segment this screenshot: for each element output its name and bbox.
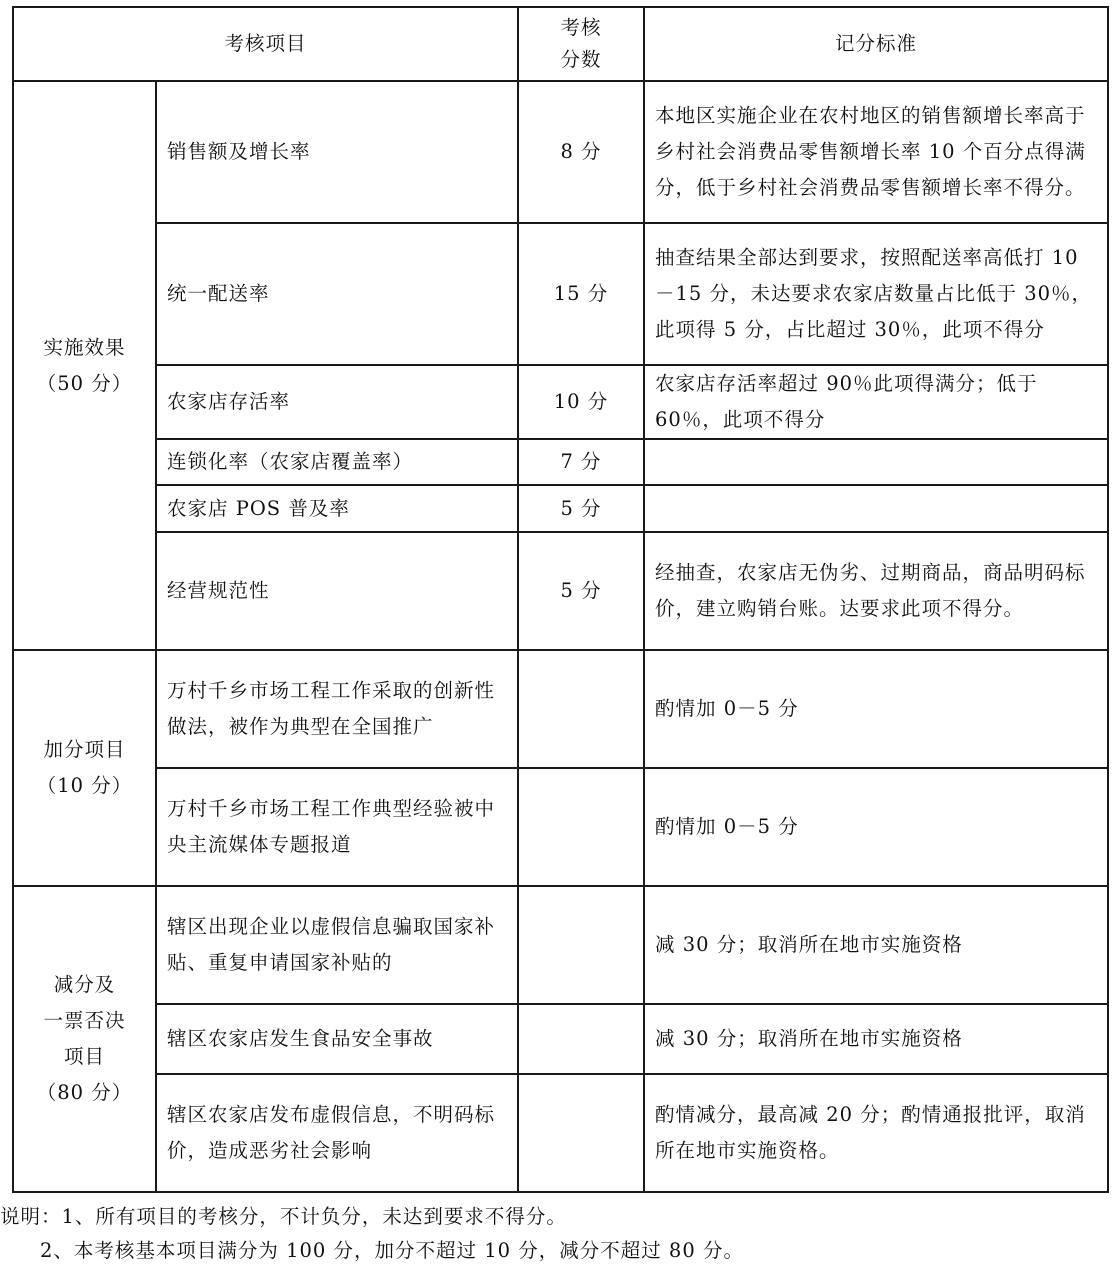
criteria-cell — [644, 439, 1108, 485]
group-label-deduction: 减分及 一票否决 项目 （80 分） — [13, 886, 156, 1192]
group-label-bonus: 加分项目 （10 分） — [13, 650, 156, 886]
score-cell — [518, 768, 644, 886]
group-label-effect: 实施效果 （50 分） — [13, 81, 156, 650]
item-cell: 经营规范性 — [156, 532, 518, 650]
item-cell: 万村千乡市场工程工作采取的创新性做法，被作为典型在全国推广 — [156, 650, 518, 768]
score-cell — [518, 650, 644, 768]
score-cell: 15 分 — [518, 223, 644, 365]
item-cell: 农家店存活率 — [156, 365, 518, 439]
header-criteria: 记分标准 — [644, 7, 1108, 81]
score-cell: 7 分 — [518, 439, 644, 485]
header-row — [13, 7, 1108, 81]
table-row — [13, 886, 1108, 1004]
note-line-2: 2、本考核基本项目满分为 100 分，加分不超过 10 分，减分不超过 80 分。 — [40, 1239, 744, 1262]
score-cell — [518, 1004, 644, 1074]
table-row — [13, 1004, 1108, 1074]
score-cell: 10 分 — [518, 365, 644, 439]
item-cell: 辖区农家店发布虚假信息，不明码标价，造成恶劣社会影响 — [156, 1074, 518, 1192]
item-cell: 农家店 POS 普及率 — [156, 485, 518, 532]
criteria-cell: 酌情减分，最高减 20 分；酌情通报批评，取消所在地市实施资格。 — [644, 1074, 1108, 1192]
criteria-cell: 减 30 分；取消所在地市实施资格 — [644, 886, 1108, 1004]
table-row — [13, 532, 1108, 650]
table-row — [13, 1074, 1108, 1192]
note-line-1: 说明：1、所有项目的考核分，不计负分，未达到要求不得分。 — [0, 1205, 567, 1228]
score-cell: 8 分 — [518, 81, 644, 223]
criteria-cell: 本地区实施企业在农村地区的销售额增长率高于乡村社会消费品零售额增长率 10 个百分点得满分，低于乡村社会消费品零售额增长率不得分。 — [644, 81, 1108, 223]
table-row — [13, 485, 1108, 532]
score-cell — [518, 886, 644, 1004]
table-row — [13, 81, 1108, 223]
item-cell: 连锁化率（农家店覆盖率） — [156, 439, 518, 485]
notes — [0, 1200, 1116, 1268]
item-cell: 辖区农家店发生食品安全事故 — [156, 1004, 518, 1074]
item-cell: 辖区出现企业以虚假信息骗取国家补贴、重复申请国家补贴的 — [156, 886, 518, 1004]
table-row — [13, 650, 1108, 768]
criteria-cell — [644, 485, 1108, 532]
table-row — [13, 439, 1108, 485]
header-score: 考核 分数 — [518, 7, 644, 81]
assessment-table — [12, 6, 1109, 1193]
item-cell: 统一配送率 — [156, 223, 518, 365]
criteria-cell: 经抽查，农家店无伪劣、过期商品，商品明码标价，建立购销台账。达要求此项不得分。 — [644, 532, 1108, 650]
criteria-cell: 酌情加 0－5 分 — [644, 768, 1108, 886]
criteria-cell: 减 30 分；取消所在地市实施资格 — [644, 1004, 1108, 1074]
criteria-cell: 酌情加 0－5 分 — [644, 650, 1108, 768]
table-row — [13, 768, 1108, 886]
table-row — [13, 365, 1108, 439]
score-cell: 5 分 — [518, 532, 644, 650]
item-cell: 销售额及增长率 — [156, 81, 518, 223]
item-cell: 万村千乡市场工程工作典型经验被中央主流媒体专题报道 — [156, 768, 518, 886]
criteria-cell: 农家店存活率超过 90％此项得满分；低于 60％，此项不得分 — [644, 365, 1108, 439]
header-item: 考核项目 — [13, 7, 518, 81]
criteria-cell: 抽查结果全部达到要求，按照配送率高低打 10－15 分，未达要求农家店数量占比低于 30％，此项得 5 分，占比超过 30％，此项不得分 — [644, 223, 1108, 365]
table-row — [13, 223, 1108, 365]
score-cell: 5 分 — [518, 485, 644, 532]
score-cell — [518, 1074, 644, 1192]
